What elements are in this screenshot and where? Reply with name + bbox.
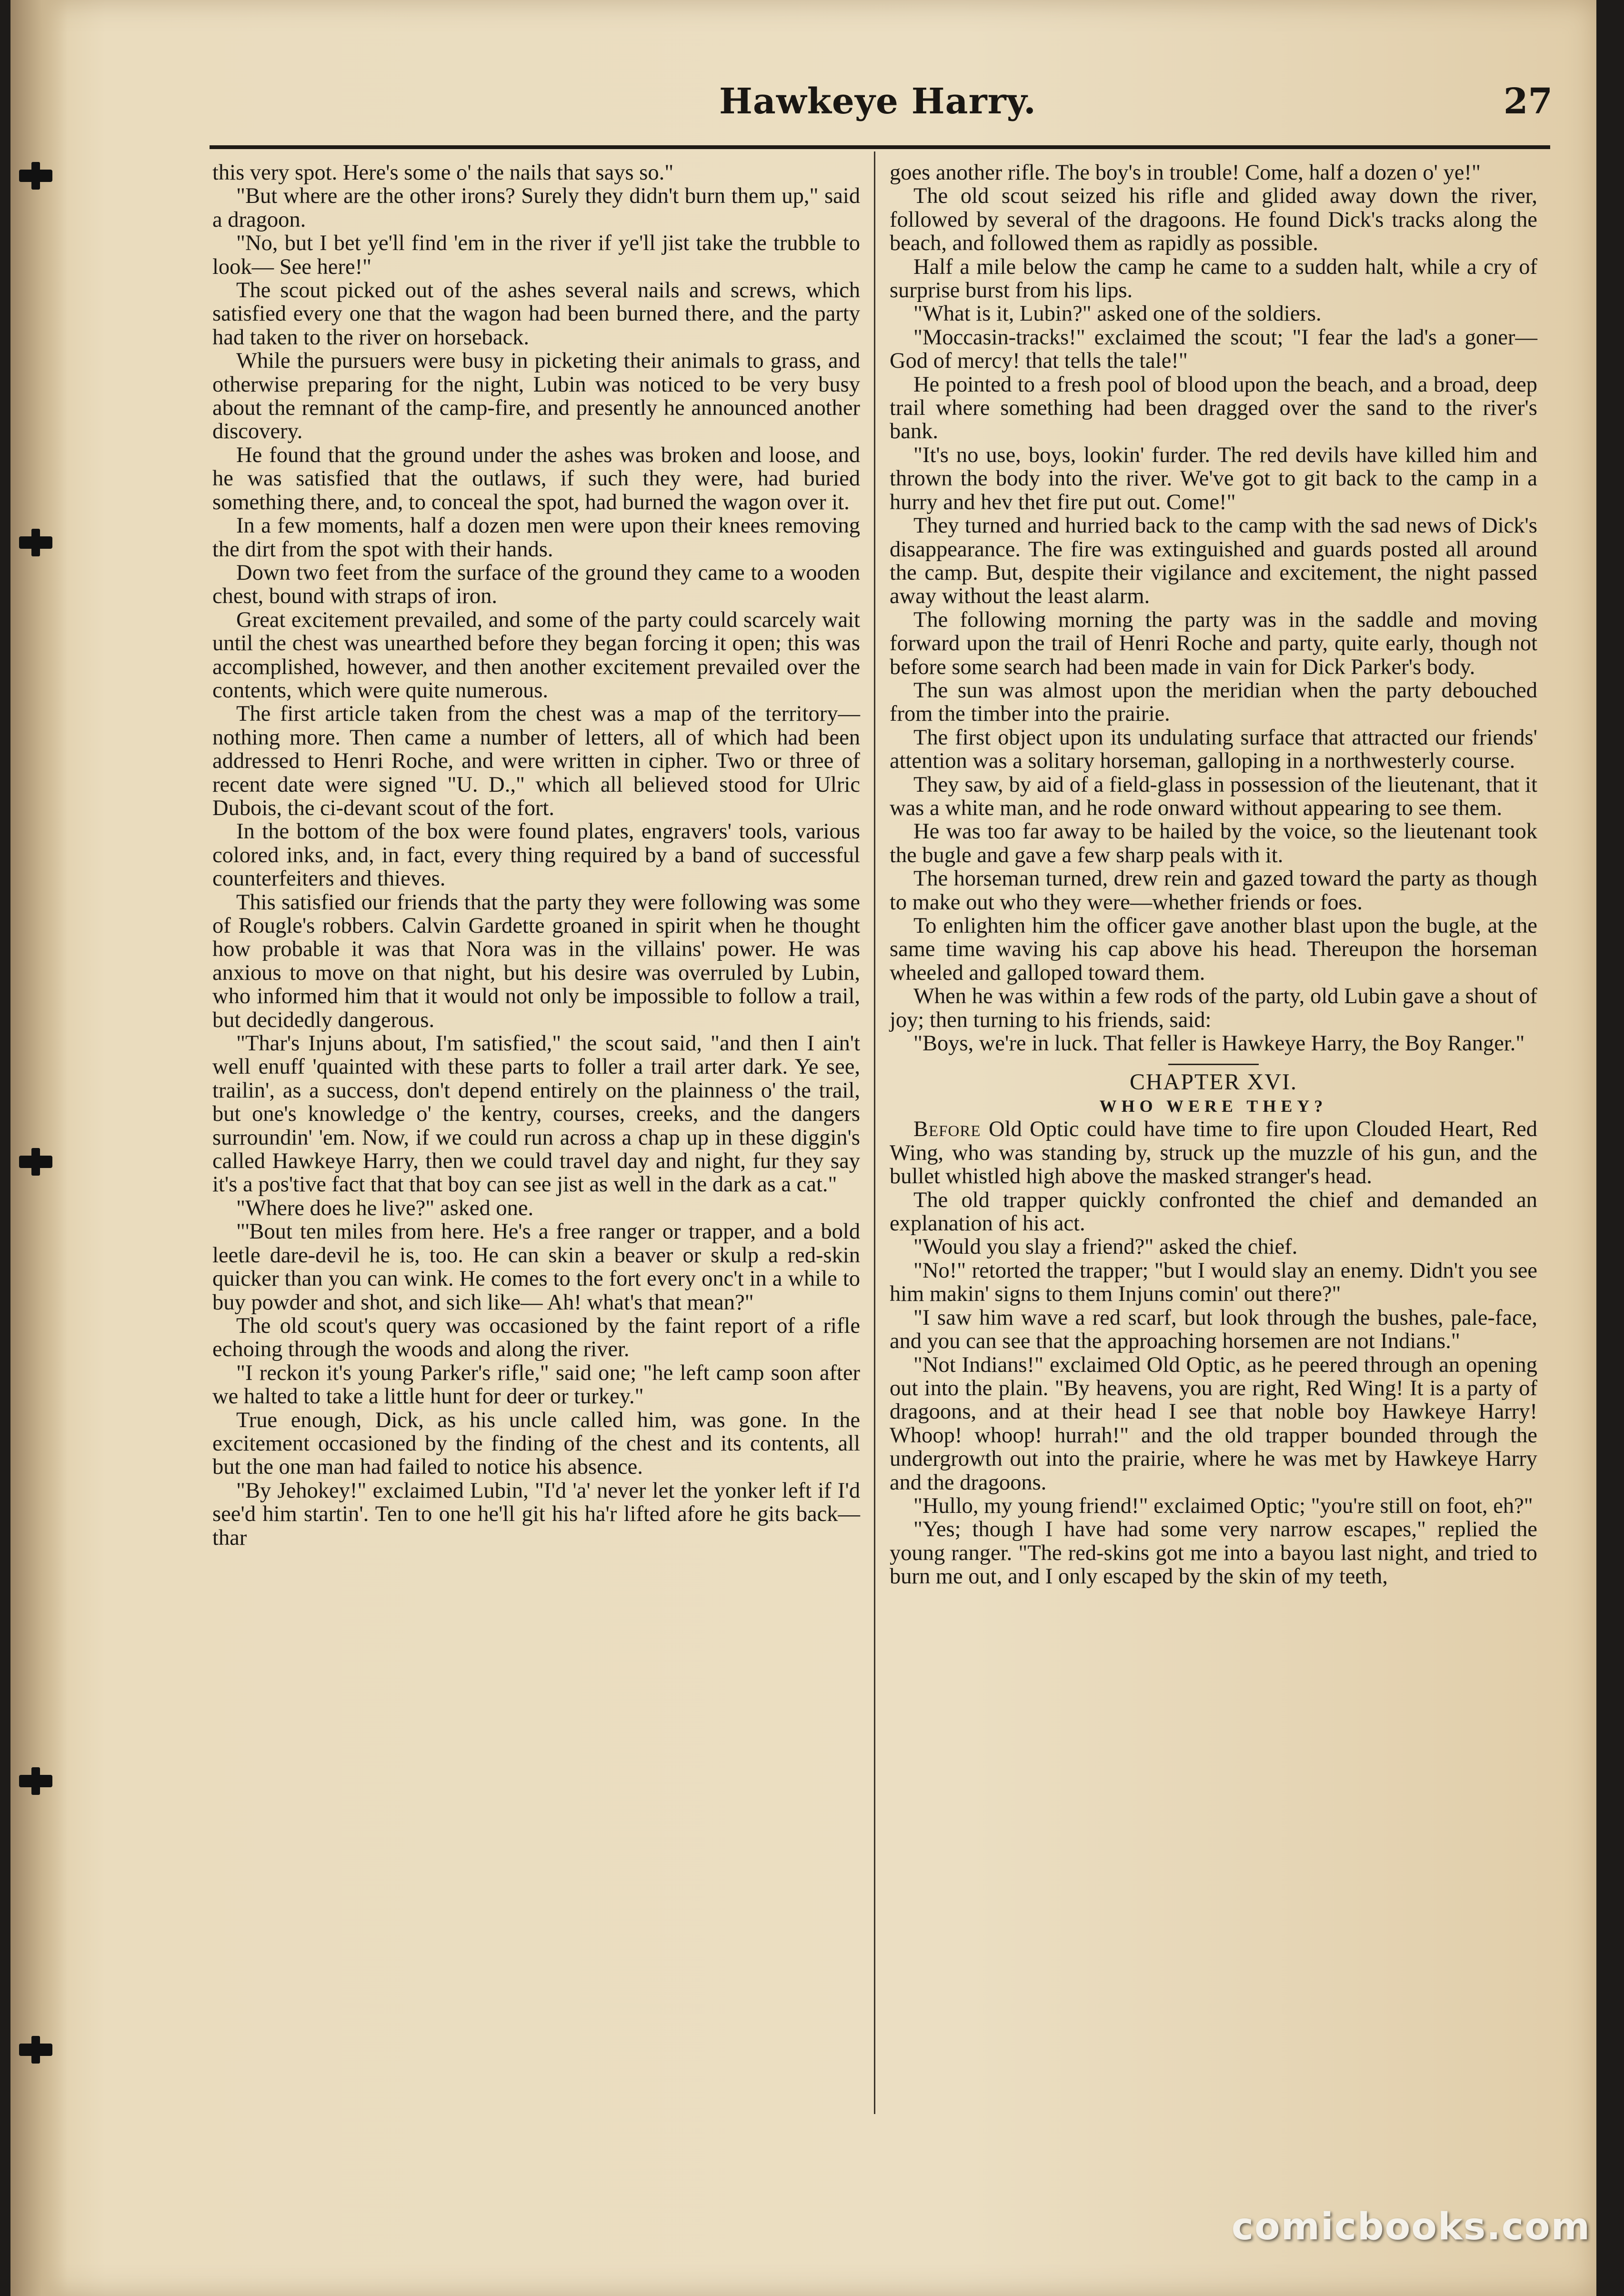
paragraph-text: Down two feet from the surface of the ground they came to a wooden chest, bound with straps of iron. <box>212 560 860 609</box>
paragraph <box>212 443 860 514</box>
paragraph-text: "But where are the other irons? Surely they didn't burn them up," said a dragoon. <box>212 184 860 232</box>
paragraph <box>212 1032 860 1197</box>
paragraph <box>890 726 1537 773</box>
paragraph-text: They turned and hurried back to the camp with the sad news of Dick's disappearance. The fire was extinguished and guards posted all around the camp. But, despite their vigilance and excitement, the night passed away without the least alarm. <box>890 514 1537 609</box>
paragraph <box>212 1361 860 1409</box>
paragraph-text: True enough, Dick, as his uncle called him, was gone. In the excitement occasioned by the finding of the chest and its contents, all but the one man had failed to notice his absence. <box>212 1408 860 1480</box>
paragraph <box>890 1353 1537 1494</box>
paragraph <box>890 1518 1537 1588</box>
paragraph <box>212 184 860 232</box>
paragraph <box>212 232 860 279</box>
paragraph-text: goes another rifle. The boy's in trouble! Come, half a dozen o' ye!" <box>890 161 1481 185</box>
paragraph <box>212 1220 860 1314</box>
binding-stitch <box>19 1156 52 1168</box>
paragraph <box>212 702 860 820</box>
section-rule <box>1168 1064 1259 1065</box>
paragraph <box>212 1314 860 1361</box>
paragraph-text: "Where does he live?" asked one. <box>236 1196 534 1220</box>
right-column <box>890 161 1537 1589</box>
chapter-body <box>890 1118 1537 1588</box>
paragraph <box>890 255 1537 302</box>
paragraph <box>212 1409 860 1479</box>
page-number: 27 <box>1504 81 1553 122</box>
paragraph <box>212 561 860 608</box>
paragraph <box>890 1306 1537 1353</box>
paragraph <box>212 349 860 443</box>
paragraph <box>890 1494 1537 1518</box>
paragraph <box>890 867 1537 914</box>
paragraph-text: The old scout's query was occasioned by the faint report of a rifle echoing through the woods and along the river. <box>212 1313 860 1362</box>
paragraph-text: "Yes; though I have had some very narrow escapes," replied the young ranger. "The red-skins got me into a bayou last night, and tried to burn me out, and I only escaped by the skin of my teeth, <box>890 1517 1537 1589</box>
paragraph <box>890 1188 1537 1236</box>
header-rule <box>210 145 1550 149</box>
paragraph <box>890 302 1537 325</box>
paragraph <box>890 820 1537 867</box>
paragraph-text: "No!" retorted the trapper; "but I would slay an enemy. Didn't you see him makin' signs to them Injuns comin' out there?" <box>890 1258 1537 1307</box>
binding-stitch <box>19 536 52 549</box>
paragraph <box>890 608 1537 679</box>
chapter-heading: CHAPTER XVI. <box>1129 1069 1297 1095</box>
watermark-text: comicbooks.com <box>1231 2205 1591 2248</box>
paragraph-text: "I saw him wave a red scarf, but look through the bushes, pale-face, and you can see that the approaching horsemen are not Indians." <box>890 1305 1537 1354</box>
paragraph <box>890 1259 1537 1306</box>
paragraph <box>890 161 1537 184</box>
paragraph-text: While the pursuers were busy in picketing their animals to grass, and otherwise preparing for the night, Lubin was noticed to be very busy about the remnant of the camp-fire, and presently he announced another discovery. <box>212 349 860 444</box>
paragraph-text: He was too far away to be hailed by the voice, so the lieutenant took the bugle and gave a few sharp peals with it. <box>890 819 1537 867</box>
binding-stitch <box>19 2044 52 2056</box>
paragraph <box>890 326 1537 373</box>
paragraph-text: The horseman turned, drew rein and gazed toward the party as though to make out who they were—whether friends or foes. <box>890 866 1537 915</box>
paragraph-text: They saw, by aid of a field-glass in possession of the lieutenant, that it was a white man, and he rode onward without appearing to see them. <box>890 772 1537 820</box>
paragraph-text: The first article taken from the chest was a map of the territory—nothing more. Then came a number of letters, all of which had been addressed to Henri Roche, and were written in cipher. Two or three of recent date were signed "U. D.," which all believed stood for Ulric Dubois, the ci-devant scout of the fort. <box>212 702 860 820</box>
paragraph-text: "Boys, we're in luck. That feller is Hawkeye Harry, the Boy Ranger." <box>913 1031 1525 1056</box>
paragraph <box>212 279 860 349</box>
paragraph-text: This satisfied our friends that the party they were following was some of Rougle's robbers. Calvin Gardette groaned in spirit when he thought how probable it was that Nora was in the villains' power. He was anxious to move on that night, but his desire was overruled by Lubin, who informed him that it would not only be impossible to follow a trail, but decidedly dangerous. <box>212 890 860 1032</box>
left-column <box>212 161 860 1550</box>
paragraph-text: Great excitement prevailed, and some of the party could scarcely wait until the chest was unearthed before they began forcing it open; this was accomplished, however, and then another excitement prevailed over the contents, which were quite numerous. <box>212 607 860 703</box>
right-column-text <box>890 161 1537 1055</box>
paragraph-text: When he was within a few rods of the party, old Lubin gave a shout of joy; then turning to his friends, said: <box>890 984 1537 1032</box>
paragraph <box>890 443 1537 514</box>
column-divider <box>874 151 875 2114</box>
paragraph <box>890 1032 1537 1055</box>
paragraph-text: "No, but I bet ye'll find 'em in the river if ye'll jist take the trubble to look— See here!" <box>212 231 860 279</box>
chapter-lead-word: Before <box>913 1117 981 1142</box>
paragraph <box>890 679 1537 726</box>
paragraph-text: He found that the ground under the ashes was broken and loose, and he was satisfied that the outlaws, if such they were, had buried something there, and, to conceal the spot, had burned the wagon over it. <box>212 443 860 514</box>
paragraph-text: "I reckon it's young Parker's rifle," said one; "he left camp soon after we halted to take a little hunt for deer or turkey." <box>212 1360 860 1409</box>
paragraph-text: The old trapper quickly confronted the chief and demanded an explanation of his act. <box>890 1188 1537 1236</box>
paragraph-text: "Moccasin-tracks!" exclaimed the scout; "I fear the lad's a goner— God of mercy! that tells the tale!" <box>890 325 1537 373</box>
paragraph <box>212 161 860 184</box>
paragraph-text: "'Bout ten miles from here. He's a free ranger or trapper, and a bold leetle dare-devil he is, too. He can skin a beaver or skulp a red-skin quicker than you can wink. He comes to the fort every onc't in a while to buy powder and shot, and sich like— Ah! what's that mean?" <box>212 1219 860 1315</box>
paragraph-text: "By Jehokey!" exclaimed Lubin, "I'd 'a' never let the yonker left if I'd see'd him startin'. Ten to one he'll git his ha'r lifted afore he gits back—thar <box>212 1478 860 1550</box>
paragraph-text: "It's no use, boys, lookin' furder. The red devils have killed him and thrown the body into the river. We've got to git back to the camp in a hurry and hev thet fire put out. Come!" <box>890 443 1537 514</box>
paragraph <box>212 1197 860 1220</box>
chapter-subtitle: WHO WERE THEY? <box>1099 1097 1328 1116</box>
paragraph-text: "Not Indians!" exclaimed Old Optic, as he peered through an opening out into the plain. "By heavens, you are right, Red Wing! It is a party of dragoons, and at their head I see that noble boy Hawkeye Harry! Whoop! whoop! hurrah!" and the old trapper bounded through the undergrowth out into the prairie, where he was met by Hawkeye Harry and the dragoons. <box>890 1352 1537 1495</box>
binding-stitch <box>19 170 52 182</box>
paragraph-text: In a few moments, half a dozen men were upon their knees removing the dirt from the spot with their hands. <box>212 514 860 562</box>
running-head <box>210 81 1553 133</box>
paragraph-text: Old Optic could have time to fire upon Clouded Heart, Red Wing, who was standing by, struck up the muzzle of his gun, and the bullet whistled high above the masked stranger's head. <box>890 1117 1537 1189</box>
binding-stitch <box>19 1775 52 1787</box>
paragraph-text: The sun was almost upon the meridian when the party debouched from the timber into the prairie. <box>890 678 1537 726</box>
paragraph-text: The old scout seized his rifle and glided away down the river, followed by several of the dragoons. He found Dick's tracks along the beach, and followed them as rapidly as possible. <box>890 184 1537 256</box>
paragraph <box>212 820 860 890</box>
paragraph <box>890 1118 1537 1188</box>
paragraph <box>890 985 1537 1032</box>
paragraph <box>890 773 1537 820</box>
paragraph-text: "Thar's Injuns about, I'm satisfied," the scout said, "and then I ain't well enuff 'quainted with these parts to foller a trail arter dark. Ye see, trailin', as a success, don't depend entirely on the plainness o' the trail, but one's knowledge o' the kentry, courses, creeks, and the dangers surroundin' 'em. Now, if we could run across a chap up in these diggin's called Hawkeye Harry, then we could travel day and night, fur they say it's a pos'tive fact that that boy can see jist as well in the dark as a cat." <box>212 1031 860 1197</box>
paragraph <box>890 1235 1537 1259</box>
paragraph-text: "What is it, Lubin?" asked one of the soldiers. <box>913 302 1322 326</box>
paragraph-text: To enlighten him the officer gave another blast upon the bugle, at the same time waving his cap above his head. Thereupon the horseman wheeled and galloped toward them. <box>890 914 1537 985</box>
paragraph <box>890 373 1537 443</box>
paragraph <box>212 891 860 1032</box>
paragraph <box>890 914 1537 985</box>
paragraph <box>890 184 1537 255</box>
paragraph <box>212 1479 860 1550</box>
running-head-title: Hawkeye Harry. <box>719 81 1036 122</box>
paragraph-text: this very spot. Here's some o' the nails that says so." <box>212 161 674 185</box>
paragraph <box>890 514 1537 608</box>
paragraph-text: The first object upon its undulating surface that attracted our friends' attention was a solitary horseman, galloping in a northwesterly course. <box>890 725 1537 774</box>
paragraph-text: The following morning the party was in the saddle and moving forward upon the trail of Henri Roche and party, quite early, though not before some search had been made in vain for Dick Parker's body. <box>890 607 1537 679</box>
paragraph-text: In the bottom of the box were found plates, engravers' tools, various colored inks, and, in fact, every thing required by a band of successful counterfeiters and thieves. <box>212 819 860 891</box>
paragraph-text: He pointed to a fresh pool of blood upon the beach, and a broad, deep trail where something had been dragged over the sand to the river's bank. <box>890 372 1537 444</box>
paragraph-text: Half a mile below the camp he came to a sudden halt, while a cry of surprise burst from his lips. <box>890 254 1537 303</box>
paragraph <box>212 608 860 703</box>
paragraph-text: The scout picked out of the ashes several nails and screws, which satisfied every one that the wagon had been burned there, and the party had taken to the river on horseback. <box>212 278 860 350</box>
paragraph-text: "Would you slay a friend?" asked the chief. <box>913 1235 1298 1259</box>
paragraph <box>212 514 860 561</box>
paragraph-text: "Hullo, my young friend!" exclaimed Optic; "you're still on foot, eh?" <box>913 1493 1533 1518</box>
